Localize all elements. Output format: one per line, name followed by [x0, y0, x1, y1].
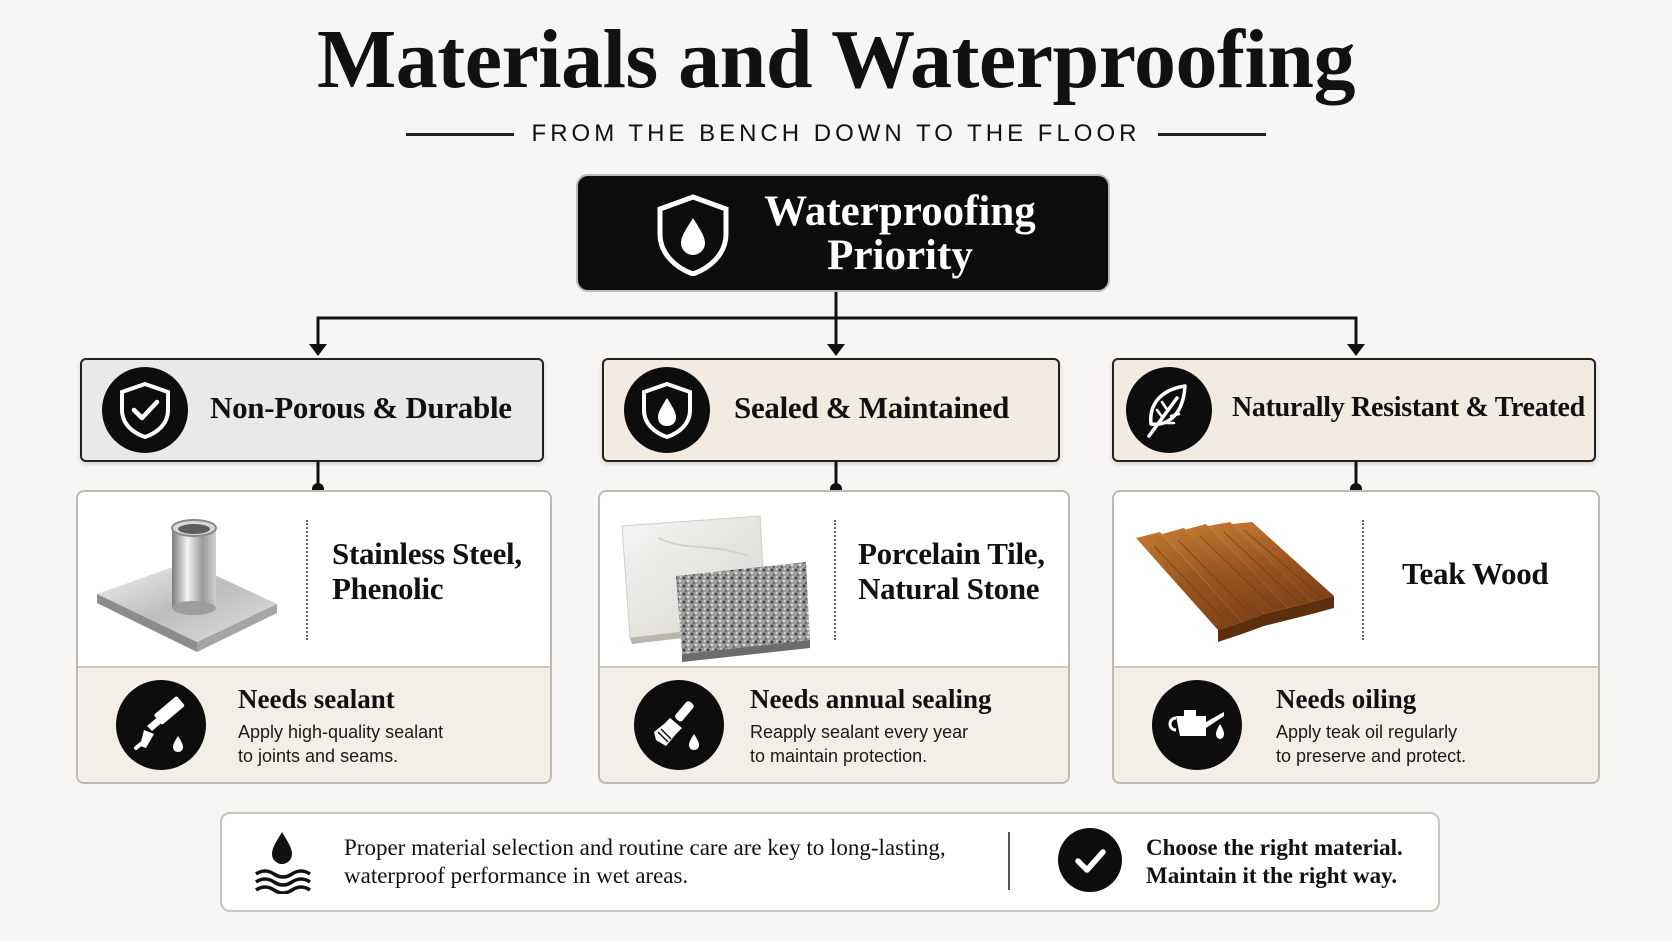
material-card-teak [1112, 490, 1600, 784]
care-line-2: to preserve and protect. [1276, 746, 1467, 766]
material-label [1402, 556, 1548, 591]
category-label: Naturally Resistant & Treated [1232, 392, 1585, 423]
footer-line-1: Proper material selection and routine care are key to long-lasting, [344, 835, 946, 860]
priority-line-1: Waterproofing [764, 188, 1036, 235]
footer-tag-1: Choose the right material. [1146, 835, 1403, 860]
footer-line-2: waterproof performance in wet areas. [344, 863, 689, 888]
card-divider [1362, 520, 1364, 640]
care-description [750, 720, 968, 768]
material-label [858, 536, 1045, 606]
care-line-1: Reapply sealant every year [750, 722, 969, 742]
footer-tagline [1146, 834, 1403, 890]
material-line-2: Phenolic [332, 571, 444, 606]
care-title: Needs oiling [1276, 684, 1417, 714]
care-line-1: Apply high-quality sealant [238, 722, 444, 742]
category-sealed [602, 358, 1060, 462]
shield-drop-icon [624, 367, 710, 453]
material-line-1: Stainless Steel, [332, 536, 522, 571]
care-line-2: to maintain protection. [750, 746, 928, 766]
category-label: Non-Porous & Durable [210, 390, 512, 425]
card-divider [834, 520, 836, 640]
material-card-steel [76, 490, 552, 784]
card-divider [306, 520, 308, 640]
oil-can-icon [1152, 680, 1242, 770]
priority-title [750, 190, 1050, 278]
water-drop-waves-icon [252, 828, 312, 894]
subtitle: FROM THE BENCH DOWN TO THE FLOOR [531, 120, 1141, 147]
shield-water-drop-icon [652, 192, 734, 276]
stainless-steel-illustration [92, 514, 282, 654]
care-title: Needs annual sealing [750, 684, 992, 714]
care-section [1114, 666, 1598, 782]
shield-check-icon [102, 367, 188, 453]
caulk-gun-icon [116, 680, 206, 770]
material-line-1: Porcelain Tile, [858, 536, 1045, 571]
footer-tag-2: Maintain it the right way. [1146, 863, 1398, 888]
material-line-1: Teak Wood [1402, 556, 1549, 591]
tile-stone-illustration [618, 512, 818, 662]
care-description [238, 720, 443, 768]
care-line-2: to joints and seams. [238, 746, 399, 766]
leaf-icon [1126, 367, 1212, 453]
care-section [600, 666, 1068, 782]
care-section [78, 666, 550, 782]
footer-banner [220, 812, 1440, 912]
check-circle-icon [1058, 828, 1122, 892]
paintbrush-icon [634, 680, 724, 770]
footer-message [344, 834, 946, 890]
care-title: Needs sealant [238, 684, 395, 714]
footer-divider [1008, 832, 1010, 890]
category-non-porous [80, 358, 544, 462]
priority-line-2: Priority [827, 232, 973, 279]
care-description [1276, 720, 1466, 768]
waterproofing-priority-box [580, 178, 1106, 288]
category-label: Sealed & Maintained [734, 390, 1010, 425]
page-title: Materials and Waterproofing [316, 13, 1356, 106]
material-card-tile [598, 490, 1070, 784]
material-label [332, 536, 522, 606]
category-naturally-resistant [1112, 358, 1596, 462]
material-line-2: Natural Stone [858, 571, 1040, 606]
care-line-1: Apply teak oil regularly [1276, 722, 1458, 742]
teak-planks-illustration [1134, 522, 1354, 652]
